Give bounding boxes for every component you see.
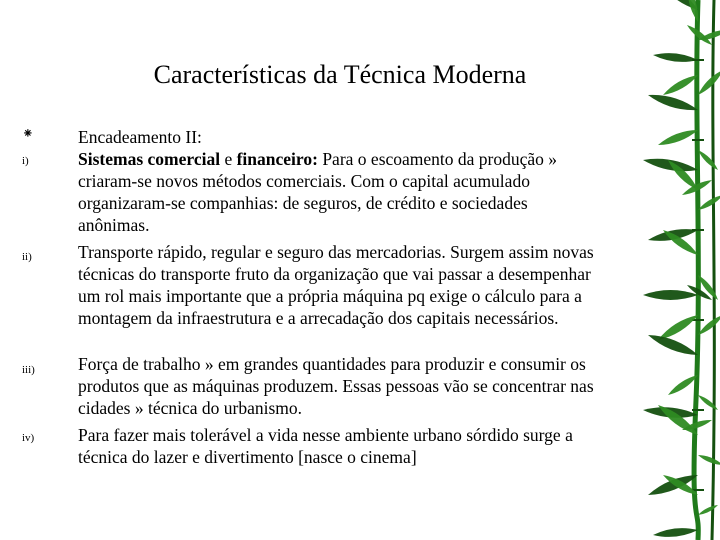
bamboo-leaf [658,315,698,340]
sistemas-connector: e [220,149,237,169]
bamboo-leaf [663,75,698,95]
bamboo-leaf [668,375,698,395]
bamboo-stem [694,0,698,540]
bullet-lazer: Para fazer mais tolerável a vida nesse ambiente urbano sórdido surge a técnica do lazer e divertimento [nasce o cinema] [78,425,573,467]
bamboo-leaf [698,505,718,515]
sistemas-bold-label: Sistemas comercial [78,149,221,169]
bullet-forca: Força de trabalho » em grandes quantidades para produzir e consumir os produtos que as máquinas produzem. Essas pessoas vão se concentrar nas cidades » técnica do urbanismo. [78,354,594,418]
bamboo-leaf [658,130,698,145]
bamboo-leaf [643,290,698,300]
bamboo-leaf [653,528,698,537]
sistemas-text: Para o escoamento da produção » criaram-se novos métodos comerciais. Com o capital acumulado organizaram-se companhias: de seguros, de crédito e sociedades anônimas. [78,149,558,235]
bamboo-leaf [648,95,698,110]
bamboo-leaf [698,150,718,170]
bamboo-leaf [643,159,698,171]
bullet-marker-iv: iv) [22,432,35,444]
bullet-marker-iii: iii) [22,364,35,376]
bamboo-leaf [698,455,720,465]
bamboo-leaf [698,315,720,335]
bullet-transporte: Transporte rápido, regular e seguro das mercadorias. Surgem assim novas técnicas do transporte fruto da organização que vai passar a desempenhar um rol mais importante que a própria máquina pq exige o cálculo para a montagem da infraestrutura e a arrecadação dos capitais necessários. [78,242,594,328]
bullet-marker-ii: ii) [22,251,32,263]
bamboo-leaf [698,70,720,95]
bamboo-leaf [653,53,698,62]
bullet-marker-i: i) [22,155,29,167]
slide-title: Características da Técnica Moderna [153,60,527,89]
bamboo-leaf [648,335,698,355]
bamboo-decoration [602,0,720,540]
financeiro-bold-label: financeiro: [236,149,318,169]
bamboo-leaf [698,195,720,210]
bullet-sistemas [78,148,598,236]
bullet-marker-star: ⁕ [22,127,34,142]
bullet-intro: Encadeamento II: [78,127,202,147]
